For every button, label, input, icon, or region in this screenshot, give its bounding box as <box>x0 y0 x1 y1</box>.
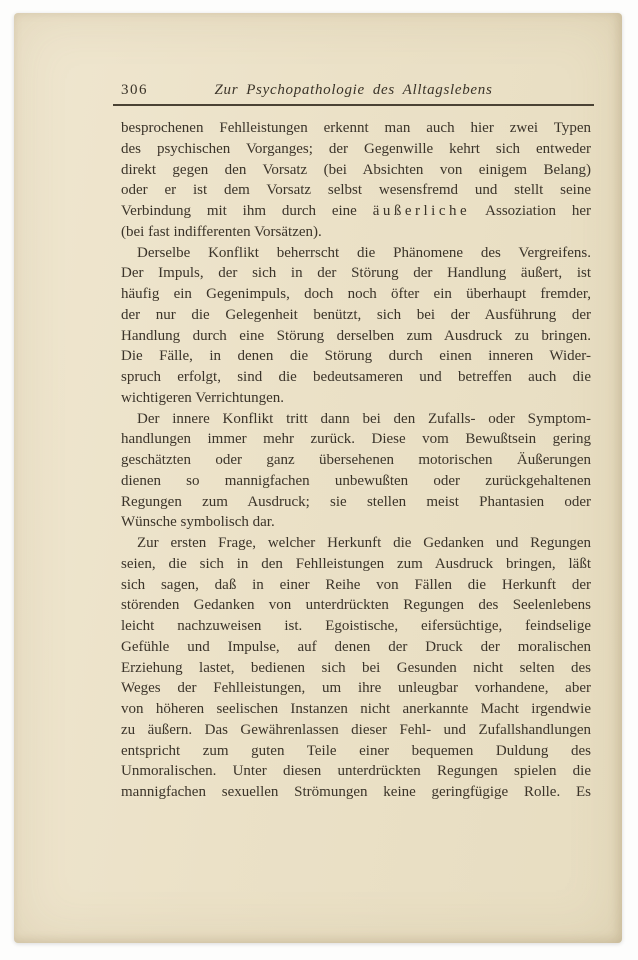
running-header-title: Zur Psychopathologie des Alltagslebens <box>214 82 493 98</box>
text-line: Handlung durch eine Störung derselben zum Ausdruck zu bringen. <box>121 327 591 344</box>
text-line: sich sagen, daß in einer Reihe von Fällen die Herkunft der <box>121 576 591 593</box>
text-line: des psychischen Vorganges; der Gegenwille kehrt sich entweder <box>121 140 591 157</box>
running-header <box>113 82 594 102</box>
text-line <box>121 201 591 222</box>
text-line: spruch erfolgt, sind die bedeutsameren und betreffen auch die <box>121 369 591 385</box>
text-line: Unmoralischen. Unter diesen unterdrückten Regungen spielen die <box>121 763 591 780</box>
header-rule <box>113 104 594 106</box>
text-line: wichtigeren Verrichtungen. <box>121 389 285 406</box>
text-line: störenden Gedanken von unterdrückten Regungen des Seelenlebens <box>121 597 591 614</box>
text-line: Regungen zum Ausdruck; sie stellen meist Phantasien oder <box>121 493 591 510</box>
book-page <box>14 13 622 943</box>
body-text <box>121 118 591 803</box>
text-line: der nur die Gelegenheit benützt, sich bei der Ausführung der <box>121 306 591 323</box>
text-line: leicht nachzuweisen ist. Egoistische, eifersüchtige, feindselige <box>121 618 591 634</box>
text-line: Der Impuls, der sich in der Störung der Handlung äußert, ist <box>121 265 591 282</box>
text-line: von höheren seelischen Instanzen nicht anerkannte Macht irgendwie <box>121 701 591 717</box>
text-line: Derselbe Konflikt beherrscht die Phänomene des Vergreifens. <box>137 244 591 261</box>
text-line: direkt gegen den Vorsatz (bei Absichten von einigem Belang) <box>121 161 591 178</box>
text-segment: Verbindung mit ihm durch eine <box>121 203 373 219</box>
text-line: Gefühle und Impulse, auf denen der Druck der moralischen <box>121 638 591 655</box>
text-line: Die Fälle, in denen die Störung durch einen inneren Wider- <box>121 348 591 365</box>
paragraph <box>121 409 591 534</box>
emphasized-spaced-word: äußerliche <box>372 203 471 219</box>
text-line: (bei fast indifferenten Vorsätzen). <box>121 223 322 240</box>
text-line: zu äußern. Das Gewährenlassen dieser Fehl- und Zufallshandlungen <box>121 721 591 738</box>
text-line: besprochenen Fehlleistungen erkennt man auch hier zwei Typen <box>121 120 591 136</box>
text-line: mannigfachen sexuellen Strömungen keine geringfügige Rolle. Es <box>121 784 591 800</box>
text-line: seien, die sich in den Fehlleistungen zum Ausdruck bringen, läßt <box>121 555 591 572</box>
text-line: Zur ersten Frage, welcher Herkunft die Gedanken und Regungen <box>137 535 591 551</box>
text-line: handlungen immer mehr zurück. Diese vom Bewußtsein gering <box>121 431 591 448</box>
page-number: 306 <box>121 82 148 98</box>
text-line: oder er ist dem Vorsatz selbst wesensfremd und stellt seine <box>121 182 591 199</box>
paragraph <box>121 243 591 409</box>
paragraph <box>121 118 591 243</box>
text-line: dienen so mannigfachen unbewußten oder zurückgehaltenen <box>121 472 591 489</box>
text-segment: Assoziation her <box>470 203 591 219</box>
paragraph <box>121 533 591 803</box>
text-line: Erziehung lastet, bedienen sich bei Gesunden nicht selten des <box>121 659 591 676</box>
text-line: geschätzten oder ganz übersehenen motorischen Äußerungen <box>121 452 591 468</box>
text-line: entspricht zum guten Teile einer bequemen Duldung des <box>121 742 591 759</box>
text-line: Der innere Konflikt tritt dann bei den Zufalls- oder Symptom- <box>137 410 591 427</box>
text-line: Wünsche symbolisch dar. <box>121 514 275 531</box>
text-line: häufig ein Gegenimpuls, doch noch öfter ein überhaupt fremder, <box>121 286 591 302</box>
text-line: Weges der Fehlleistungen, um ihre unleugbar vorhandene, aber <box>121 680 591 697</box>
